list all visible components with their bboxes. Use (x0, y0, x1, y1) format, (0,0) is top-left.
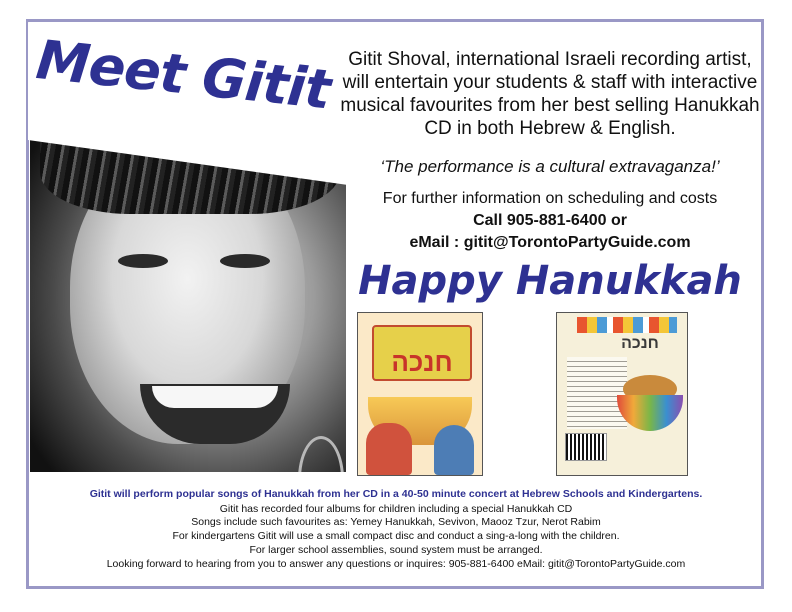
track-list-block (567, 357, 627, 429)
page-title: Meet Gitit (33, 28, 333, 122)
footer-line: Gitit has recorded four albums for children including a special Hanukkah CD (219, 503, 573, 515)
footer-line: Songs include such favourites as: Yemey Hanukkah, Sevivon, Maooz Tzur, Nerot Rabim (191, 516, 601, 528)
child-illustration-left (366, 423, 412, 475)
portrait-right-eye (220, 254, 270, 268)
scheduling-info: For further information on scheduling and costs (382, 190, 718, 207)
flag-garland-illustration (577, 317, 677, 333)
cover-title-banner (372, 325, 472, 381)
cd-cover-back (556, 312, 688, 476)
cover-hebrew-title: חנכה (391, 347, 453, 377)
footer-contact-line: Looking forward to hearing from you to answer any questions or inquires: 905-881-6400 eMail: gitit@TorontoPartyGuide.com (106, 558, 686, 570)
email-contact: eMail : gitit@TorontoPartyGuide.com (409, 234, 691, 251)
footer-headline: Gitit will perform popular songs of Hanukkah from her CD in a 40-50 minute concert at Hebrew Schools and Kindergartens. (89, 488, 703, 500)
child-illustration-right (434, 425, 474, 475)
happy-hanukkah-headline: Happy Hanukkah (358, 258, 742, 304)
barcode (565, 433, 607, 461)
cd-cover-front (357, 312, 483, 476)
intro-paragraph: Gitit Shoval, international Israeli recording artist, will entertain your students & staff with interactive musical favourites from her best selling Hanukkah CD in both Hebrew & English. (340, 49, 760, 139)
back-cover-hebrew-title: חנכה (621, 335, 659, 352)
portrait-teeth (152, 386, 278, 408)
footer-line: For larger school assemblies, sound system must be arranged. (249, 544, 543, 556)
footer-line: For kindergartens Gitit will use a small compact disc and conduct a sing-a-long with the children. (172, 530, 620, 542)
phone-contact: Call 905-881-6400 or (473, 212, 627, 229)
portrait-left-eye (118, 254, 168, 268)
performance-quote: ‘The performance is a cultural extravaganza!’ (380, 157, 720, 176)
